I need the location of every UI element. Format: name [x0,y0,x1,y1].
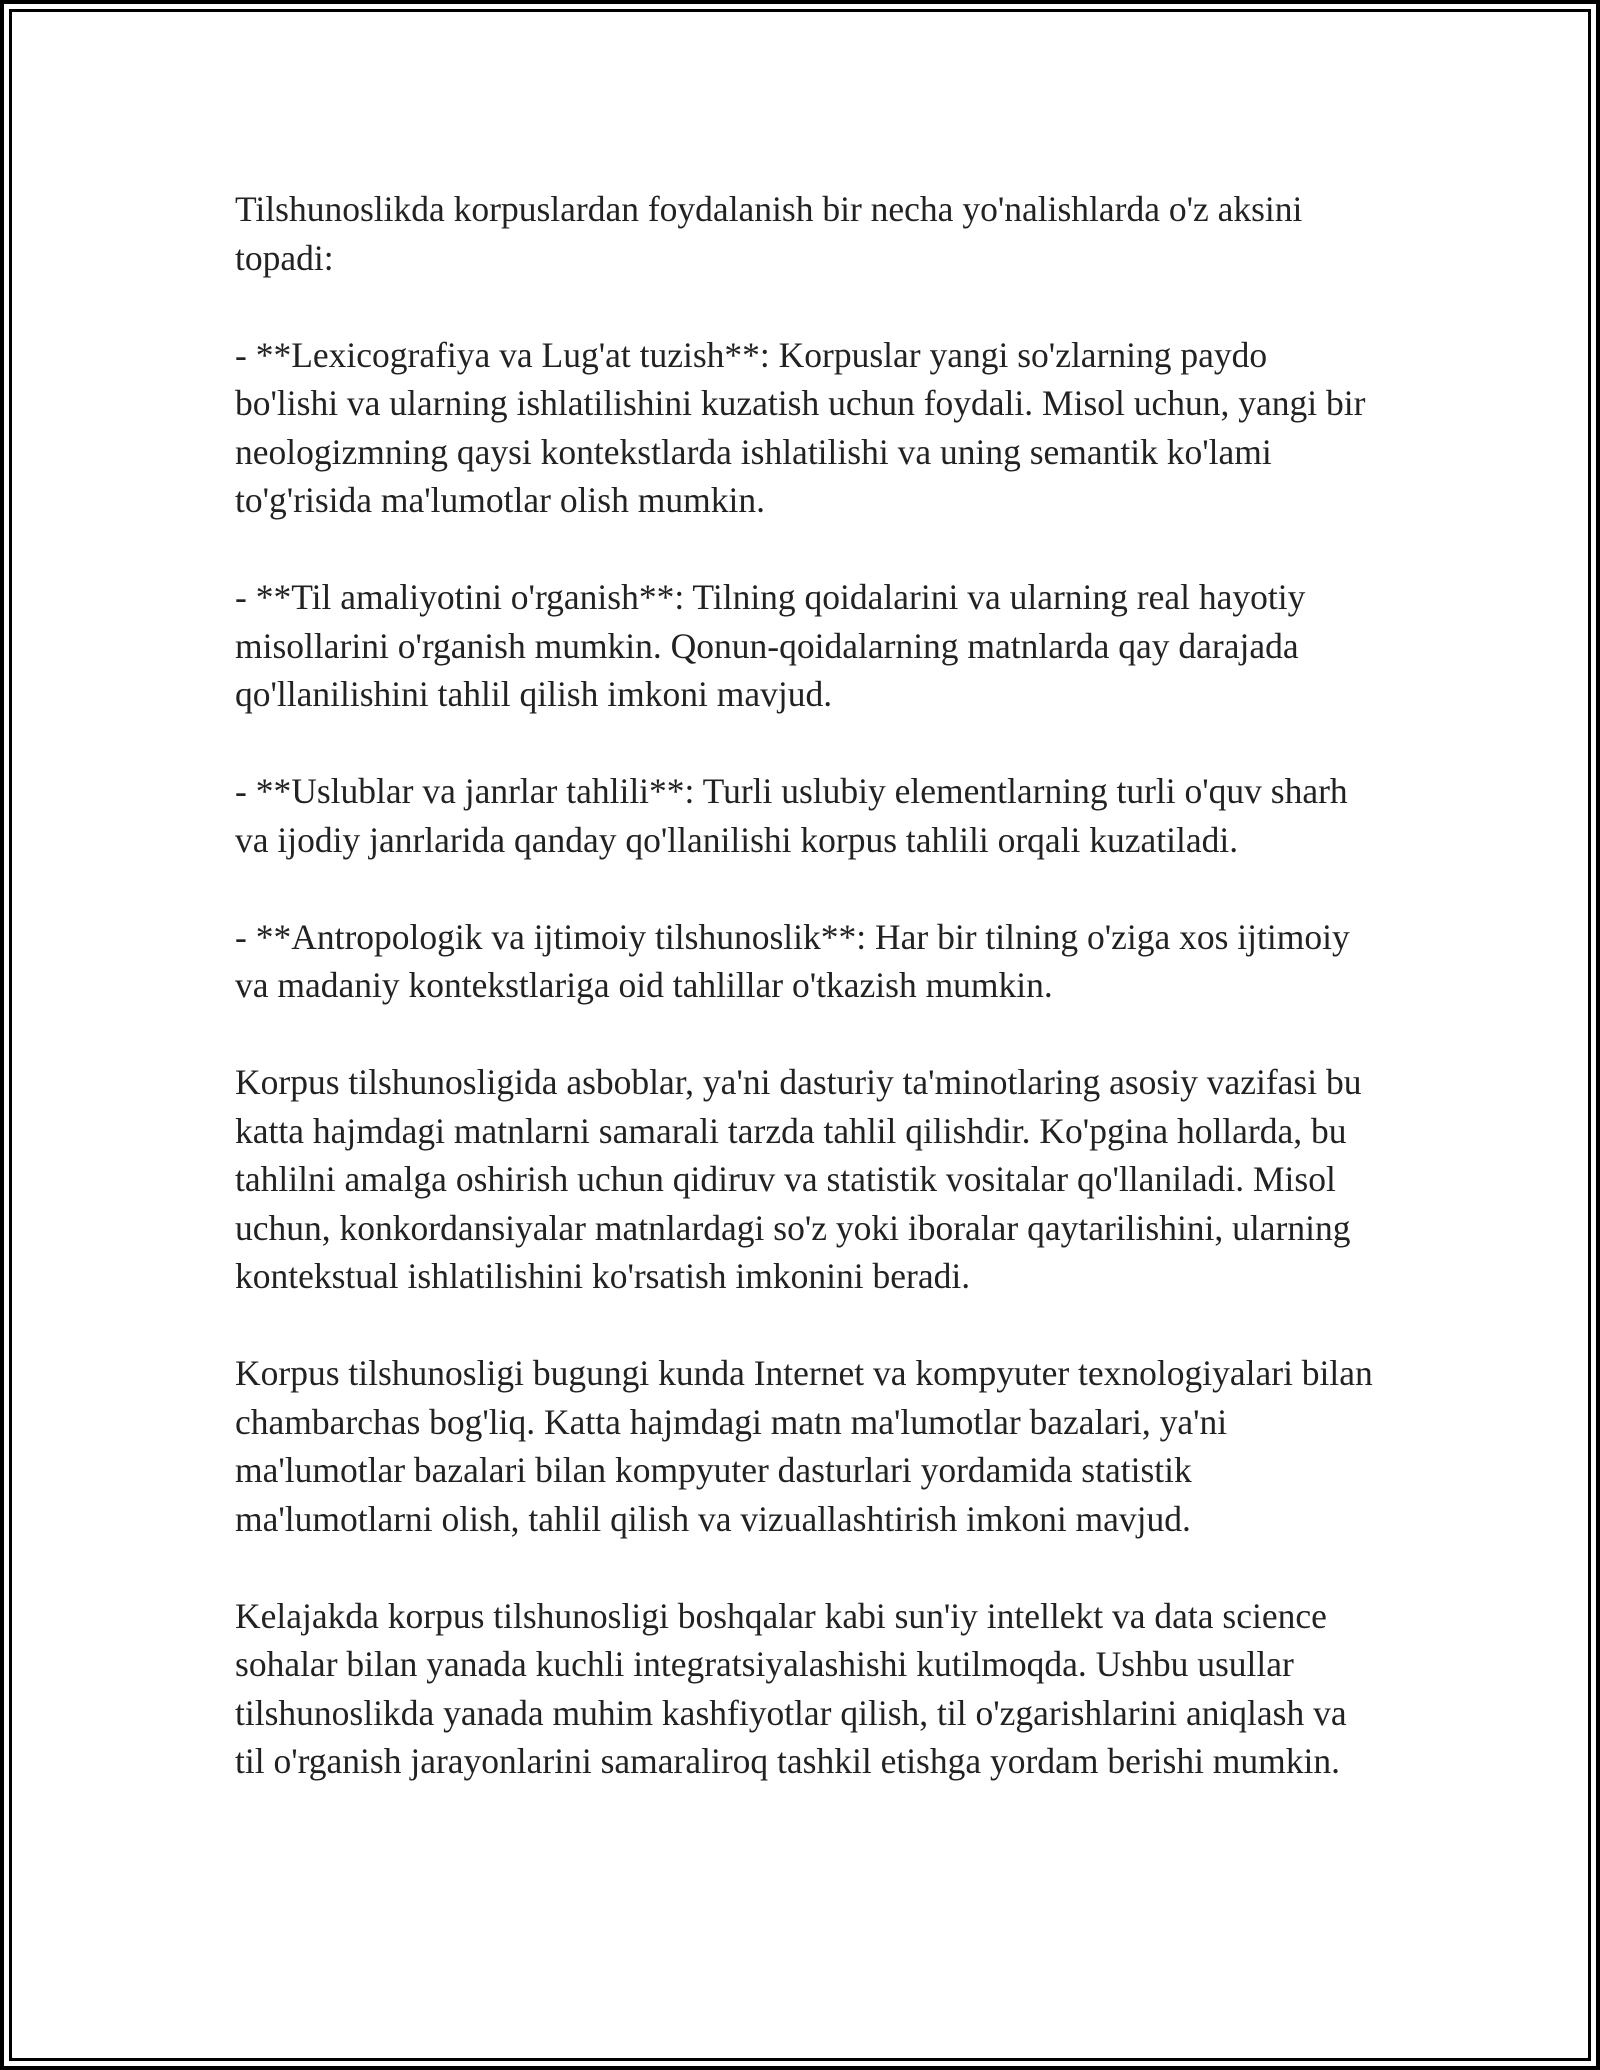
paragraph-anthropological: - **Antropologik va ijtimoiy tilshunoslik**: Har bir tilning o'ziga xos ijtimoiy va madaniy kontekstlariga oid tahlillar o'tkazish mumkin. [235,916,1350,1005]
document-body [235,185,1375,1786]
paragraph-tools: Korpus tilshunosligida asboblar, ya'ni dasturiy ta'minotlaring asosiy vazifasi bu katta hajmdagi matnlarni samarali tarzda tahlil qilishdir. Ko'pgina hollarda, bu tahlilni amalga oshirish uchun qidiruv va statistik vositalar qo'llaniladi. Misol uchun, konkordansiyalar matnlardagi so'z yoki iboralar qaytarilishini, ularning kontekstual ishlatilishini ko'rsatish imkonini beradi. [235,1062,1362,1296]
paragraph-styles-genres: - **Uslublar va janrlar tahlili**: Turli uslubiy elementlarning turli o'quv sharh va ijodiy janrlarida qanday qo'llanilishi korpus tahlili orqali kuzatiladi. [235,771,1348,860]
paragraph-future: Kelajakda korpus tilshunosligi boshqalar kabi sun'iy intellekt va data science sohalar bilan yanada kuchli integratsiyalashishi kutilmoqda. Ushbu usullar tilshunoslikda yanada muhim kashfiyotlar qilish, til o'zgarishlarini aniqlash va til o'rganish jarayonlarini samaraliroq tashkil etishga yordam berishi mumkin. [235,1595,1347,1781]
paragraph-language-practice: - **Til amaliyotini o'rganish**: Tilning qoidalarini va ularning real hayotiy misollarini o'rganish mumkin. Qonun-qoidalarning matnlarda qay darajada qo'llanilishini tahlil qilish imkoni mavjud. [235,577,1306,714]
paragraph-lexicography: - **Lexicografiya va Lug'at tuzish**: Korpuslar yangi so'zlarning paydo bo'lishi va ularning ishlatilishini kuzatish uchun foydali. Misol uchun, yangi bir neologizmning qaysi kontekstlarda ishlatilishi va uning semantik ko'lami to'g'risida ma'lumotlar olish mumkin. [235,334,1366,520]
paragraph-technology: Korpus tilshunosligi bugungi kunda Internet va kompyuter texnologiyalari bilan chambarchas bog'liq. Katta hajmdagi matn ma'lumotlar bazalari, ya'ni ma'lumotlar bazalari bilan kompyuter dasturlari yordamida statistik ma'lumotlarni olish, tahlil qilish va vizuallashtirish imkoni mavjud. [235,1353,1373,1539]
paragraph-intro: Tilshunoslikda korpuslardan foydalanish bir necha yo'nalishlarda o'z aksini topadi: [235,189,1303,278]
